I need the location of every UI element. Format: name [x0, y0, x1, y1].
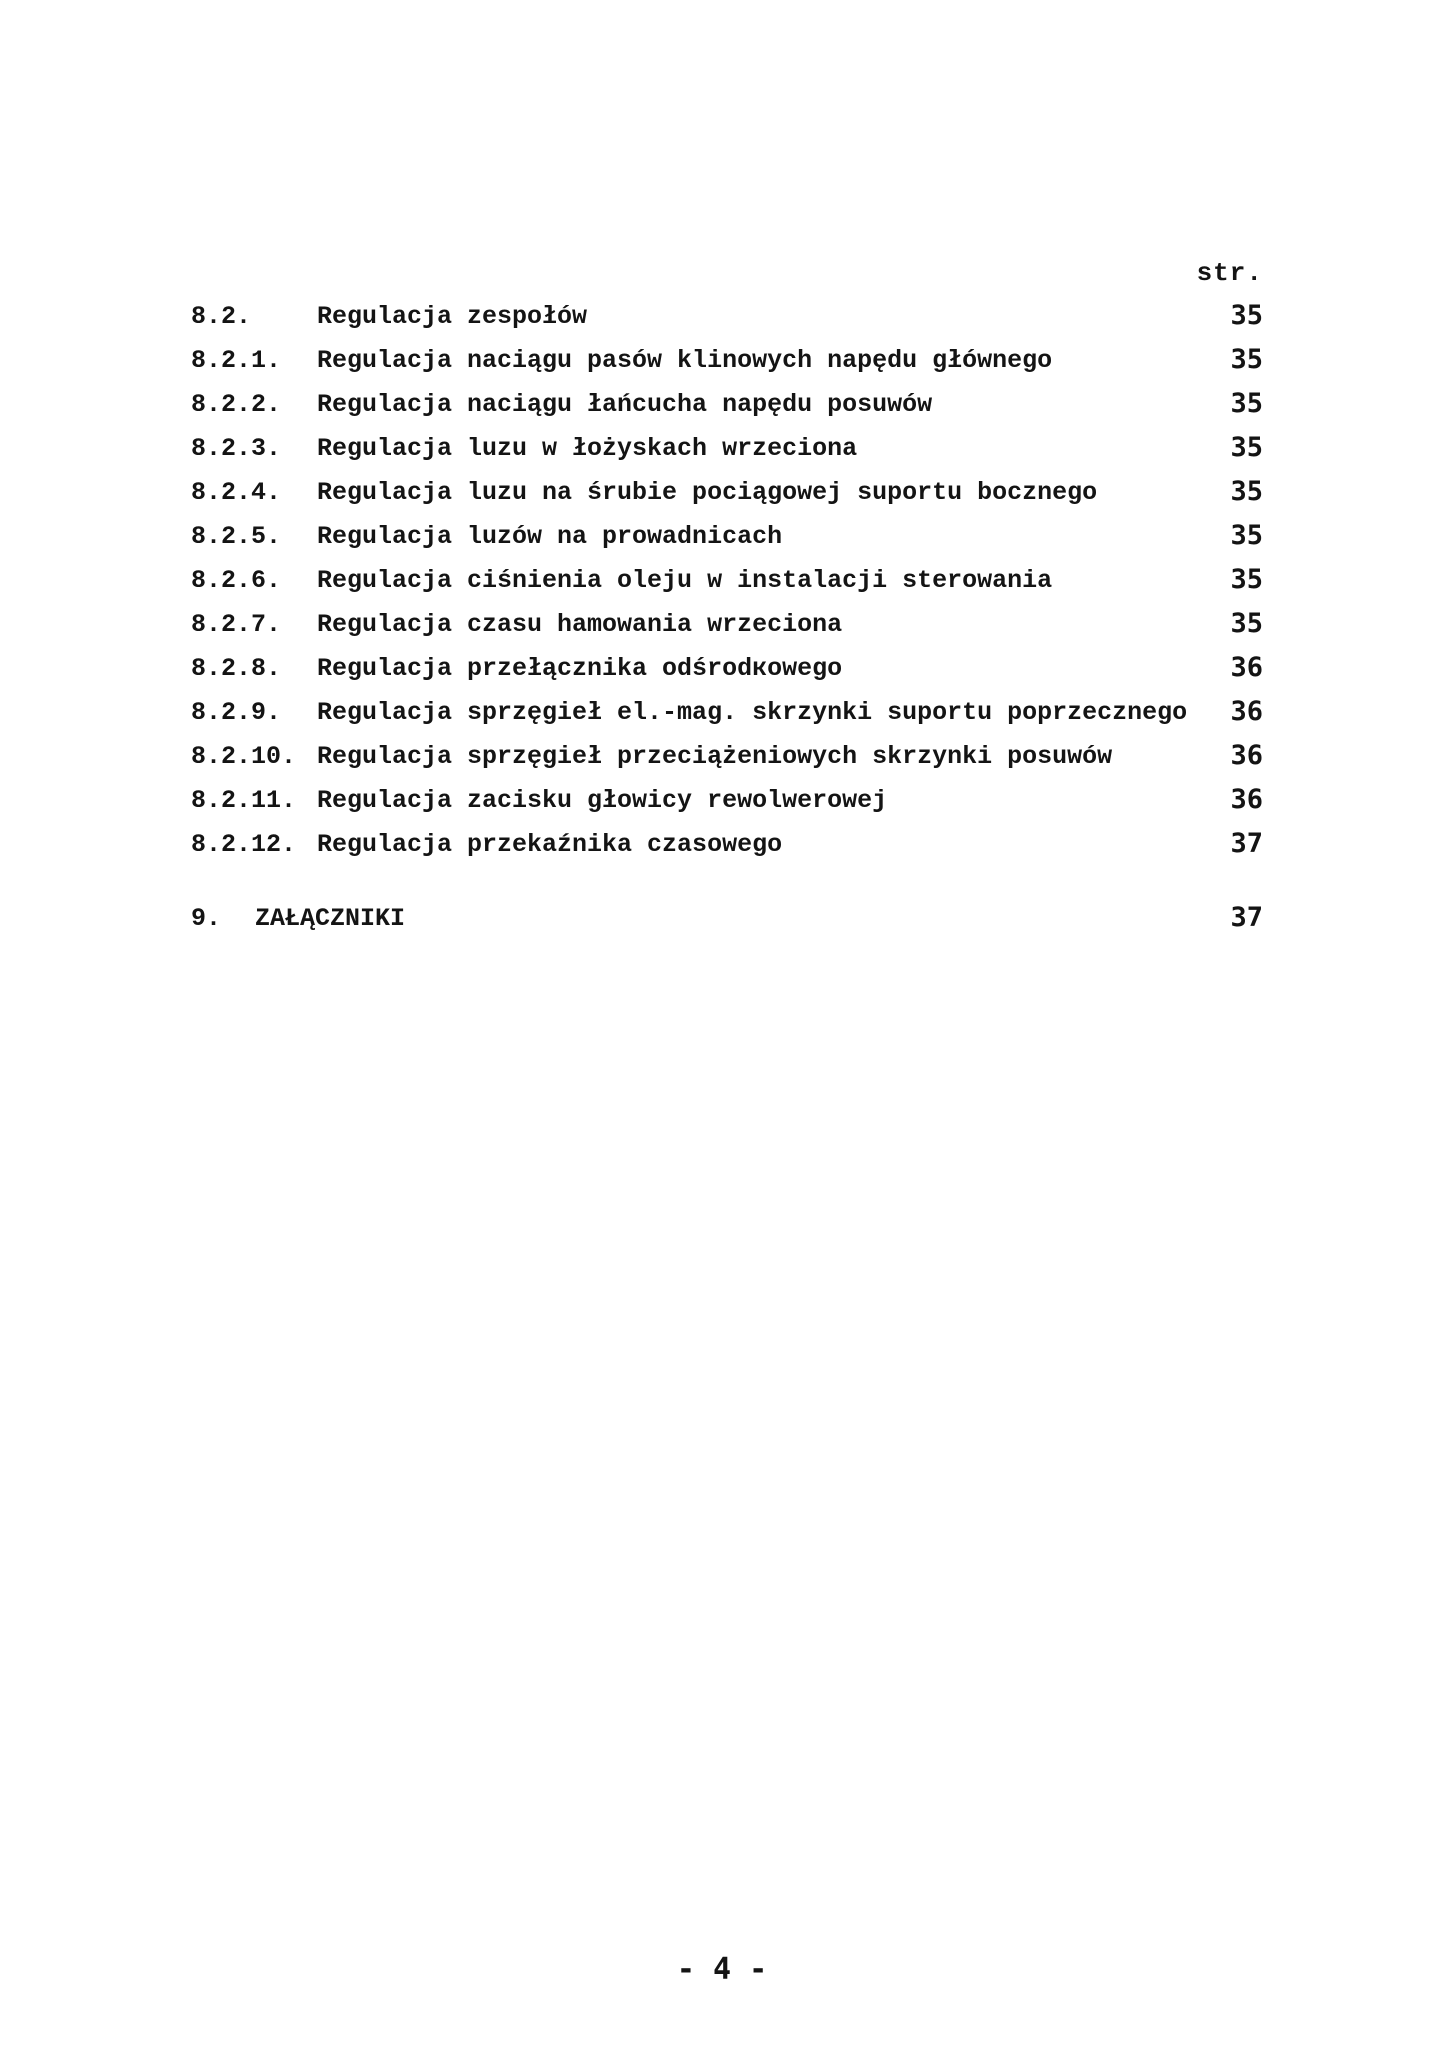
toc-entry-page: 35: [1230, 432, 1263, 463]
toc-entry: [191, 472, 1273, 516]
toc-entry: [191, 604, 1273, 648]
toc-entry: [191, 736, 1273, 780]
toc-entry: [191, 340, 1273, 384]
toc-entry-page: 35: [1230, 520, 1263, 551]
toc-entry-number: 8.2.9.: [191, 698, 282, 727]
toc-entry-number: 8.2.11.: [191, 786, 297, 815]
toc-entry-title: Regulacja ciśnienia oleju w instalacji sterowania: [317, 566, 1053, 595]
toc-entry-title: Regulacja luzów na prowadnicach: [317, 522, 783, 551]
toc-entry-page: 37: [1230, 828, 1263, 859]
toc-entry-page: 36: [1230, 740, 1263, 771]
toc-entry-title: Regulacja przekaźnika czasowego: [317, 830, 783, 859]
table-of-contents: [191, 254, 1273, 942]
toc-entry-number: 8.2.10.: [191, 742, 297, 771]
toc-entry: [191, 780, 1273, 824]
toc-entry-number: 8.2.2.: [191, 390, 282, 419]
toc-entry-number: 9.: [191, 904, 222, 933]
toc-entry-number: 8.2.12.: [191, 830, 297, 859]
toc-entry-title: ZAŁĄCZNIKI: [255, 904, 406, 933]
toc-entry-title: Regulacja zacisku głowicy rewolwerowej: [317, 786, 888, 815]
toc-entries: [191, 296, 1273, 868]
toc-entry: [191, 648, 1273, 692]
toc-entry-title: Regulacja naciągu łańcucha napędu posuwów: [317, 390, 933, 419]
toc-entry-number: 8.2.8.: [191, 654, 282, 683]
toc-entry: [191, 560, 1273, 604]
toc-entry-page: 35: [1230, 564, 1263, 595]
toc-entry-number: 8.2.7.: [191, 610, 282, 639]
toc-entry-title: Regulacja przełącznika odśrodкowego: [317, 654, 843, 683]
toc-entry-page: 35: [1230, 608, 1263, 639]
toc-entry-page: 37: [1230, 902, 1263, 933]
toc-entry-number: 8.2.3.: [191, 434, 282, 463]
toc-entry-title: Regulacja luzu w łożyskach wrzeciona: [317, 434, 858, 463]
toc-entry-number: 8.2.1.: [191, 346, 282, 375]
toc-entry-title: Regulacja zespołów: [317, 302, 588, 331]
toc-entry: [191, 296, 1273, 340]
toc-entry-number: 8.2.6.: [191, 566, 282, 595]
toc-header: [191, 254, 1273, 296]
toc-entry-title: Regulacja czasu hamowania wrzeciona: [317, 610, 843, 639]
toc-entry: [191, 428, 1273, 472]
page-column-label: str.: [1196, 258, 1263, 288]
page-number-footer: - 4 -: [676, 1952, 768, 1987]
toc-entry-page: 36: [1230, 652, 1263, 683]
toc-entry-page: 35: [1230, 300, 1263, 331]
toc-entry-title: Regulacja luzu na śrubie pociągowej suportu bocznego: [317, 478, 1098, 507]
toc-entry-title: Regulacja naciągu pasów klinowych napędu głównego: [317, 346, 1053, 375]
toc-entry-number: 8.2.: [191, 302, 252, 331]
toc-entry-page: 35: [1230, 388, 1263, 419]
toc-entry-title: Regulacja sprzęgieł el.-mag. skrzynki suportu poprzecznego: [317, 698, 1188, 727]
toc-entry-title: Regulacja sprzęgieł przeciążeniowych skrzynki posuwów: [317, 742, 1113, 771]
toc-entry: [191, 516, 1273, 560]
toc-entry: [191, 824, 1273, 868]
toc-entry-page: 36: [1230, 784, 1263, 815]
toc-entry: [191, 692, 1273, 736]
toc-entry: [191, 384, 1273, 428]
toc-entry-number: 8.2.4.: [191, 478, 282, 507]
toc-entry-page: 36: [1230, 696, 1263, 727]
toc-main-entry: [191, 898, 1273, 942]
toc-entry-number: 8.2.5.: [191, 522, 282, 551]
toc-entry-page: 35: [1230, 344, 1263, 375]
toc-entry-page: 35: [1230, 476, 1263, 507]
